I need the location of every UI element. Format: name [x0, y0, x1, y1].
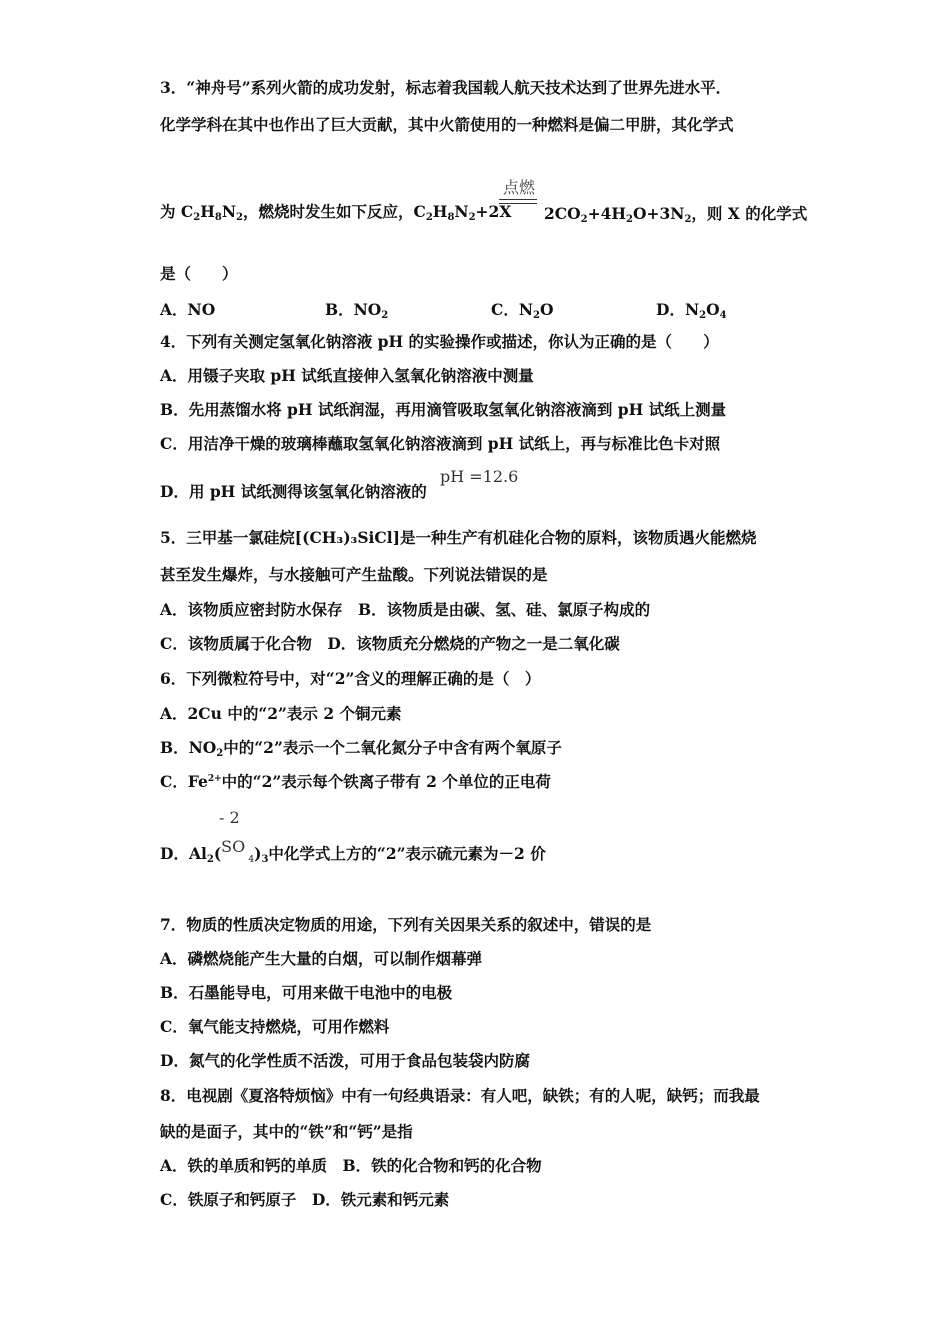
q7-option-d: D．氮气的化学性质不活泼，可用于食品包装袋内防腐 [160, 1051, 530, 1070]
q6-option-d: D．$Al_2(SO$ $4)_3$中化学式上方的“2”表示硫元素为－2 价 [160, 837, 546, 865]
q8-line1: 8．电视剧《夏洛特烦恼》中有一句经典语录：有人吧，缺铁；有的人呢，缺钙；而我最 [160, 1086, 760, 1105]
q5-line1: 5．三甲基一氯硅烷[(CH₃)₃SiCl]是一种生产有机硅化合物的原料，该物质遇火能燃烧 [160, 528, 757, 547]
q3-products: $2CO_2+4H_2O+3N_2$，则 X 的化学式 [544, 204, 808, 225]
q8-line2: 缺的是面子，其中的“铁”和“钙”是指 [160, 1122, 413, 1141]
q4-stem: 4．下列有关测定氢氧化钠溶液 pH 的实验操作或描述，你认为正确的是（ ） [160, 332, 719, 351]
equals-bar-top [499, 199, 537, 200]
q4-option-b: B．先用蒸馏水将 pH 试纸润湿，再用滴管吸取氢氧化钠溶液滴到 pH 试纸上测量 [160, 400, 727, 419]
q7-option-b: B．石墨能导电，可用来做干电池中的电极 [160, 983, 453, 1002]
q5-options-ab: A．该物质应密封防水保存 B．该物质是由碳、氢、硅、氯原子构成的 [160, 600, 651, 619]
q3-line3: 为 $C_2H_8N_2$，燃烧时发生如下反应，$C_2H_8N_2+2X$ [160, 202, 512, 223]
q3-line1: 3．“神舟号”系列火箭的成功发射，标志着我国载人航天技术达到了世界先进水平． [160, 78, 732, 97]
q3-option-d: D．$N_2O_4$ [656, 300, 727, 321]
q4-option-d: D．用 pH 试纸测得该氢氧化钠溶液的 [160, 482, 427, 501]
q7-stem: 7．物质的性质决定物质的用途，下列有关因果关系的叙述中，错误的是 [160, 915, 652, 934]
q8-options-cd: C．铁原子和钙原子 D．铁元素和钙元素 [160, 1190, 450, 1209]
q6-option-c: C．$Fe^{2+}$中的“2”表示每个铁离子带有 2 个单位的正电荷 [160, 772, 551, 791]
q6-stem: 6．下列微粒符号中，对“2”含义的理解正确的是（ ） [160, 669, 541, 688]
q7-option-a: A．磷燃烧能产生大量的白烟，可以制作烟幕弹 [160, 949, 483, 968]
q6-option-a: A．2Cu 中的“2”表示 2 个铜元素 [160, 704, 402, 723]
q8-options-ab: A．铁的单质和钙的单质 B．铁的化合物和钙的化合物 [160, 1156, 542, 1175]
q5-options-cd: C．该物质属于化合物 D．该物质充分燃烧的产物之一是二氧化碳 [160, 634, 620, 653]
reaction-condition-label: 点燃 [502, 178, 535, 197]
q3-option-a: A．NO [160, 300, 216, 319]
q3-line4: 是（ ） [160, 264, 238, 283]
q4-option-a: A．用镊子夹取 pH 试纸直接伸入氢氧化钠溶液中测量 [160, 366, 534, 385]
q5-line2: 甚至发生爆炸，与水接触可产生盐酸。下列说法错误的是 [160, 565, 548, 584]
ph-value: pH =12.6 [440, 467, 519, 486]
q3-option-c: C．$N_2O$ [491, 300, 554, 321]
q7-option-c: C．氧气能支持燃烧，可用作燃料 [160, 1017, 390, 1036]
valence-mark: - 2 [219, 808, 240, 827]
q4-option-c: C．用洁净干燥的玻璃棒蘸取氢氧化钠溶液滴到 pH 试纸上，再与标准比色卡对照 [160, 434, 721, 453]
q3-line2: 化学学科在其中也作出了巨大贡献，其中火箭使用的一种燃料是偏二甲肼，其化学式 [160, 115, 734, 134]
q3-option-b: B．$NO_2$ [325, 300, 389, 321]
q6-option-b: B．$NO_2$中的“2”表示一个二氧化氮分子中含有两个氧原子 [160, 738, 562, 759]
